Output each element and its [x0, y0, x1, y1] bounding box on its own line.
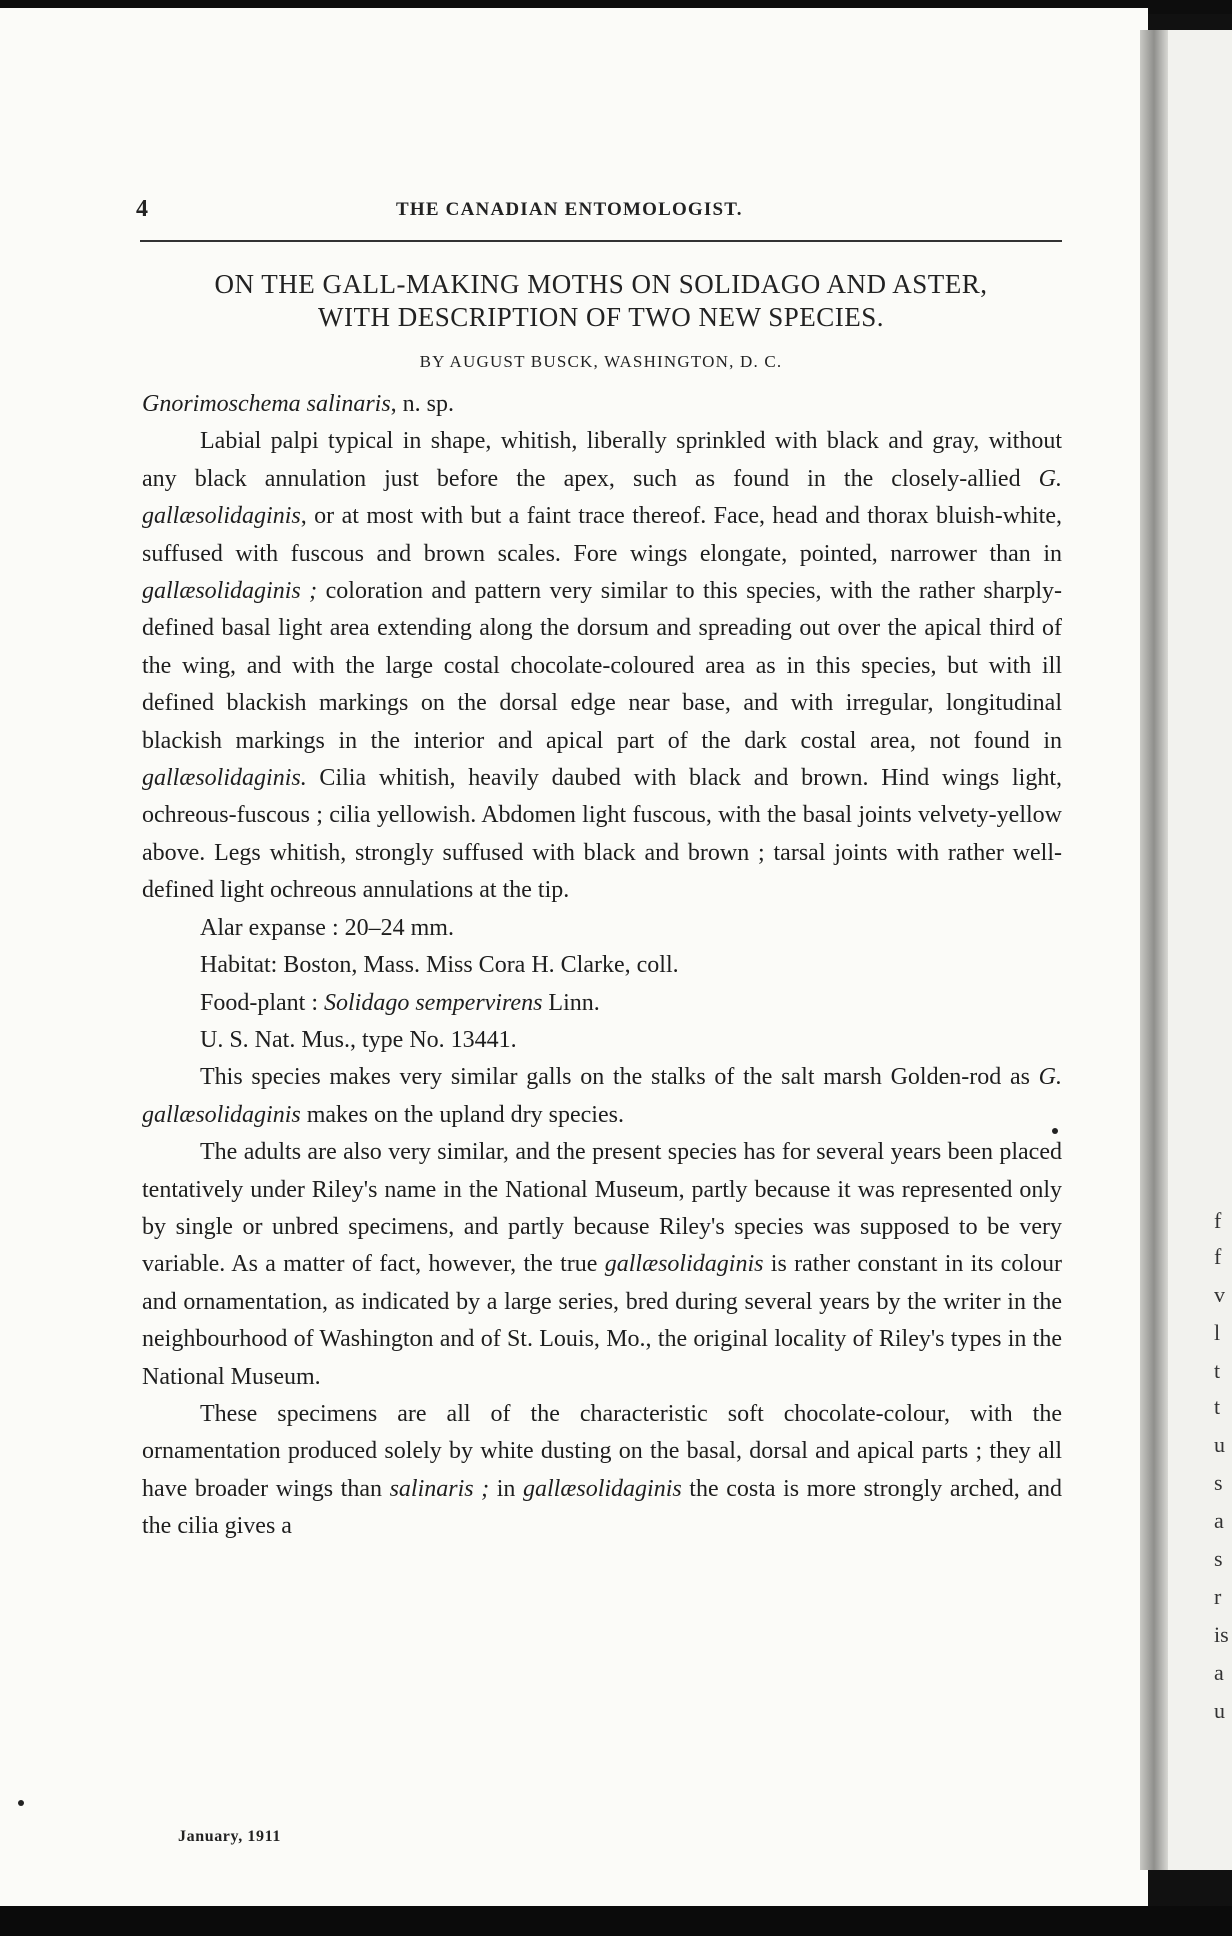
alar-expanse: Alar expanse : 20–24 mm. [200, 914, 454, 941]
article-body [142, 386, 1062, 1546]
facing-fragment: t [1214, 1394, 1221, 1419]
facing-fragment: u [1214, 1432, 1225, 1457]
print-speck [1052, 1128, 1058, 1134]
facing-fragment: s [1214, 1546, 1223, 1571]
facing-fragment: f [1214, 1208, 1222, 1233]
running-head: THE CANADIAN ENTOMOLOGIST. [396, 199, 743, 220]
page-header [136, 196, 1066, 226]
byline: BY AUGUST BUSCK, WASHINGTON, D. C. [419, 352, 783, 371]
facing-fragment: t [1214, 1358, 1221, 1383]
description-paragraph: Labial palpi typical in shape, whitish, liberally sprinkled with black and gray, without any black annulation just before the apex, such as found in the closely-allied G. gallæsolidaginis, or at most with but a faint trace thereof. Face, head and thorax bluish-white, suffused with fuscous and brown scales. Fore wings elongate, pointed, narrower than in gallæsolidaginis ; coloration and pattern very similar to this species, with the rather sharply-defined basal light area extending along the dorsum and spreading out over the apical third of the wing, and with the large costal chocolate-coloured area as in this species, but with ill defined blackish markings on the dorsal edge near base, and with irregular, longitudinal blackish markings in the interior and apical part of the dark costal area, not found in gallæsolidaginis. Cilia whitish, heavily daubed with black and brown. Hind wings light, ochreous-fuscous ; cilia yellowish. Abdomen light fuscous, with the basal joints velvety-yellow above. Legs whitish, strongly suffused with black and brown ; tarsal joints with rather well-defined light ochreous annulations at the tip. [142, 428, 1063, 904]
title-line-2: WITH DESCRIPTION OF TWO NEW SPECIES. [317, 302, 884, 332]
facing-fragment: a [1214, 1508, 1224, 1533]
facing-fragment: v [1214, 1282, 1225, 1307]
gall-paragraph: This species makes very similar galls on the stalks of the salt marsh Golden-rod as G. gallæsolidaginis makes on the upland dry species. [142, 1064, 1062, 1128]
facing-fragment: is [1214, 1622, 1229, 1647]
facing-fragment: u [1214, 1698, 1225, 1723]
title-line-1: ON THE GALL-MAKING MOTHS ON SOLIDAGO AND ASTER, [214, 269, 988, 299]
adults-paragraph: The adults are also very similar, and the present species has for several years been placed tentatively under Riley's name in the National Museum, partly because it was represented only by single or unbred specimens, and partly because Riley's species was supposed to be very variable. As a matter of fact, however, the true gallæsolidaginis is rather constant in its colour and ornamentation, as indicated by a large series, bred during several years by the writer in the neighbourhood of Washington and of St. Louis, Mo., the original locality of Riley's types in the National Museum. [142, 1139, 1062, 1390]
page-number: 4 [136, 196, 150, 222]
specimens-paragraph: These specimens are all of the characteristic soft chocolate-colour, with the ornamentation produced solely by white dusting on the basal, dorsal and apical parts ; they all have broader wings than salinaris ; in gallæsolidaginis the costa is more strongly arched, and the cilia gives a [142, 1400, 1062, 1540]
facing-fragment: s [1214, 1470, 1223, 1495]
habitat: Habitat: Boston, Mass. Miss Cora H. Clarke, coll. [200, 952, 679, 979]
header-rule [140, 240, 1062, 242]
species-name: Gnorimoschema salinaris [142, 391, 391, 417]
page-gutter [1140, 30, 1168, 1870]
print-speck [18, 1800, 24, 1806]
facing-fragment: l [1214, 1320, 1221, 1345]
type-number: U. S. Nat. Mus., type No. 13441. [200, 1026, 517, 1053]
food-plant: Food-plant : Solidago sempervirens Linn. [200, 989, 600, 1016]
facing-fragment: a [1214, 1660, 1224, 1685]
scan-bottom-edge [0, 1906, 1232, 1936]
issue-date: January, 1911 [178, 1828, 281, 1845]
article-title [136, 268, 1066, 334]
species-heading: Gnorimoschema salinaris, n. sp. [142, 391, 455, 417]
facing-fragment: f [1214, 1244, 1222, 1269]
facing-fragment: r [1214, 1584, 1222, 1609]
